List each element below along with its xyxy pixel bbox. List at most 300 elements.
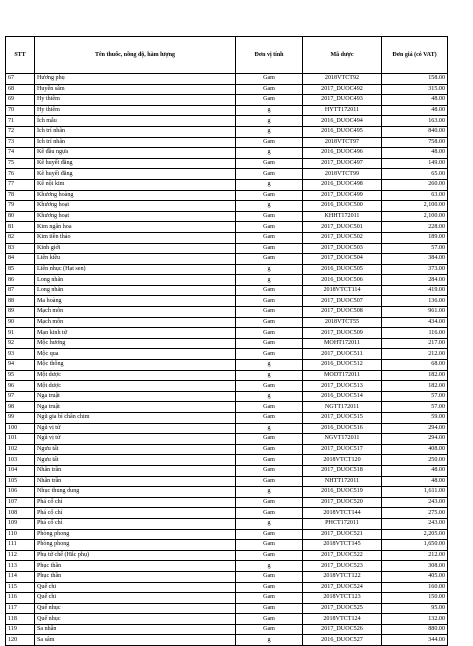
cell-stt: 92 xyxy=(6,338,35,349)
cell-drug-code: 2017_DUOC502 xyxy=(303,232,382,243)
cell-stt: 106 xyxy=(6,487,35,498)
cell-unit: Gam xyxy=(236,190,303,201)
cell-unit: g xyxy=(236,561,303,572)
cell-medicine-name: Mộc qua xyxy=(35,349,236,360)
table-row xyxy=(6,423,448,434)
cell-unit: Gam xyxy=(236,349,303,360)
cell-medicine-name: Sa sâm xyxy=(35,635,236,646)
cell-drug-code: 2017_DUOC503 xyxy=(303,243,382,254)
cell-unit-price: 243.00 xyxy=(382,497,448,508)
table-row xyxy=(6,360,448,371)
cell-unit: g xyxy=(236,264,303,275)
cell-stt: 77 xyxy=(6,179,35,190)
cell-drug-code: 2018VTCT114 xyxy=(303,285,382,296)
cell-stt: 74 xyxy=(6,148,35,159)
cell-unit-price: 275.00 xyxy=(382,508,448,519)
cell-medicine-name: Nhân trần xyxy=(35,465,236,476)
cell-medicine-name: Quế chi xyxy=(35,582,236,593)
cell-unit-price: 68.00 xyxy=(382,360,448,371)
cell-stt: 67 xyxy=(6,74,35,85)
cell-unit-price: 59.00 xyxy=(382,413,448,424)
cell-drug-code: 2017_DUOC492 xyxy=(303,84,382,95)
cell-unit: g xyxy=(236,179,303,190)
table-row xyxy=(6,254,448,265)
cell-drug-code: 2018VTCT144 xyxy=(303,508,382,519)
cell-stt: 75 xyxy=(6,158,35,169)
cell-unit: Gam xyxy=(236,317,303,328)
cell-drug-code: 2017_DUOC517 xyxy=(303,444,382,455)
cell-unit-price: 212.00 xyxy=(382,550,448,561)
cell-drug-code: 2017_DUOC524 xyxy=(303,582,382,593)
cell-stt: 110 xyxy=(6,529,35,540)
table-row xyxy=(6,84,448,95)
table-row xyxy=(6,349,448,360)
cell-medicine-name: Hương phụ xyxy=(35,74,236,85)
cell-medicine-name: Mạch môn xyxy=(35,317,236,328)
table-row xyxy=(6,296,448,307)
cell-drug-code: 2017_DUOC501 xyxy=(303,222,382,233)
cell-stt: 107 xyxy=(6,497,35,508)
cell-medicine-name: Phòng phong xyxy=(35,540,236,551)
cell-unit: Gam xyxy=(236,497,303,508)
cell-medicine-name: Nga truật xyxy=(35,402,236,413)
cell-unit-price: 284.00 xyxy=(382,275,448,286)
table-row xyxy=(6,540,448,551)
cell-unit-price: 63.00 xyxy=(382,190,448,201)
table-row xyxy=(6,116,448,127)
cell-drug-code: 2016_DUOC506 xyxy=(303,275,382,286)
cell-medicine-name: Liên kiều xyxy=(35,254,236,265)
cell-unit: Gam xyxy=(236,243,303,254)
table-row xyxy=(6,444,448,455)
cell-unit-price: 260.00 xyxy=(382,179,448,190)
cell-drug-code: 2017_DUOC515 xyxy=(303,413,382,424)
cell-medicine-name: Hy thiêm xyxy=(35,95,236,106)
cell-medicine-name: Một dược xyxy=(35,370,236,381)
cell-unit-price: 384.00 xyxy=(382,254,448,265)
table-row xyxy=(6,518,448,529)
cell-unit: Gam xyxy=(236,328,303,339)
table-row xyxy=(6,434,448,445)
table-row xyxy=(6,317,448,328)
cell-stt: 81 xyxy=(6,222,35,233)
cell-stt: 119 xyxy=(6,624,35,635)
cell-drug-code: 2016_DUOC519 xyxy=(303,487,382,498)
cell-stt: 69 xyxy=(6,95,35,106)
table-row xyxy=(6,413,448,424)
cell-unit: g xyxy=(236,105,303,116)
cell-unit-price: 294.00 xyxy=(382,434,448,445)
cell-drug-code: 2017_DUOC511 xyxy=(303,349,382,360)
cell-unit: g xyxy=(236,370,303,381)
cell-drug-code: 2016_DUOC495 xyxy=(303,126,382,137)
cell-medicine-name: Kê huyết đằng xyxy=(35,169,236,180)
cell-unit-price: 57.00 xyxy=(382,243,448,254)
cell-medicine-name: Kinh giới xyxy=(35,243,236,254)
cell-unit: Gam xyxy=(236,307,303,318)
cell-unit-price: 163.00 xyxy=(382,116,448,127)
table-row xyxy=(6,455,448,466)
cell-stt: 95 xyxy=(6,370,35,381)
cell-medicine-name: Ngưu tất xyxy=(35,455,236,466)
cell-unit-price: 419.00 xyxy=(382,285,448,296)
cell-medicine-name: Hy thiêm xyxy=(35,105,236,116)
table-row xyxy=(6,190,448,201)
cell-medicine-name: Kê huyết đằng xyxy=(35,158,236,169)
cell-medicine-name: Sa nhân xyxy=(35,624,236,635)
cell-unit-price: 373.00 xyxy=(382,264,448,275)
table-row xyxy=(6,402,448,413)
cell-stt: 97 xyxy=(6,391,35,402)
cell-drug-code: 2017_DUOC522 xyxy=(303,550,382,561)
cell-medicine-name: Phá cố chỉ xyxy=(35,518,236,529)
cell-medicine-name: Long nhãn xyxy=(35,285,236,296)
cell-unit-price: 182.00 xyxy=(382,370,448,381)
cell-drug-code: 2018VTCT120 xyxy=(303,455,382,466)
cell-stt: 101 xyxy=(6,434,35,445)
cell-stt: 85 xyxy=(6,264,35,275)
table-row xyxy=(6,593,448,604)
cell-unit: Gam xyxy=(236,508,303,519)
cell-stt: 113 xyxy=(6,561,35,572)
cell-unit-price: 160.00 xyxy=(382,582,448,593)
cell-drug-code: 2017_DUOC507 xyxy=(303,296,382,307)
cell-unit-price: 294.00 xyxy=(382,423,448,434)
cell-unit: Gam xyxy=(236,444,303,455)
cell-unit: Gam xyxy=(236,232,303,243)
cell-medicine-name: Khương hoàng xyxy=(35,190,236,201)
cell-drug-code: MODT172011 xyxy=(303,370,382,381)
cell-drug-code: NGVT172011 xyxy=(303,434,382,445)
cell-unit: g xyxy=(236,148,303,159)
cell-unit-price: 405.00 xyxy=(382,571,448,582)
cell-unit: g xyxy=(236,635,303,646)
table-row xyxy=(6,465,448,476)
cell-drug-code: 2016_DUOC527 xyxy=(303,635,382,646)
cell-stt: 100 xyxy=(6,423,35,434)
cell-drug-code: HYTT172011 xyxy=(303,105,382,116)
cell-unit: Gam xyxy=(236,169,303,180)
cell-drug-code: 2017_DUOC513 xyxy=(303,381,382,392)
cell-stt: 78 xyxy=(6,190,35,201)
header-drug-code: Mã dược xyxy=(303,37,382,74)
table-body xyxy=(6,74,448,646)
table-header-row xyxy=(6,37,448,74)
cell-medicine-name: Ngưu tất xyxy=(35,444,236,455)
cell-unit: g xyxy=(236,201,303,212)
cell-unit-price: 136.00 xyxy=(382,296,448,307)
cell-unit-price: 840.00 xyxy=(382,126,448,137)
cell-drug-code: 2017_DUOC508 xyxy=(303,307,382,318)
cell-stt: 94 xyxy=(6,360,35,371)
table-row xyxy=(6,582,448,593)
cell-unit: Gam xyxy=(236,603,303,614)
cell-unit-price: 217.00 xyxy=(382,338,448,349)
cell-stt: 102 xyxy=(6,444,35,455)
cell-unit-price: 228.00 xyxy=(382,222,448,233)
cell-unit-price: 57.00 xyxy=(382,391,448,402)
cell-unit-price: 158.00 xyxy=(382,74,448,85)
cell-stt: 82 xyxy=(6,232,35,243)
cell-drug-code: 2016_DUOC514 xyxy=(303,391,382,402)
table-row xyxy=(6,95,448,106)
cell-stt: 104 xyxy=(6,465,35,476)
cell-medicine-name: Một dược xyxy=(35,381,236,392)
cell-drug-code: 2017_DUOC518 xyxy=(303,465,382,476)
cell-stt: 89 xyxy=(6,307,35,318)
table-row xyxy=(6,381,448,392)
table-row xyxy=(6,571,448,582)
table-row xyxy=(6,169,448,180)
cell-unit: Gam xyxy=(236,465,303,476)
cell-unit: g xyxy=(236,487,303,498)
cell-stt: 115 xyxy=(6,582,35,593)
cell-unit: Gam xyxy=(236,529,303,540)
cell-unit-price: 2,205.00 xyxy=(382,529,448,540)
cell-unit: Gam xyxy=(236,285,303,296)
table-row xyxy=(6,497,448,508)
cell-drug-code: 2016_DUOC516 xyxy=(303,423,382,434)
cell-unit-price: 132.00 xyxy=(382,614,448,625)
cell-stt: 120 xyxy=(6,635,35,646)
cell-medicine-name: Quế chi xyxy=(35,593,236,604)
cell-medicine-name: Khương hoạt xyxy=(35,211,236,222)
cell-unit: Gam xyxy=(236,593,303,604)
cell-stt: 76 xyxy=(6,169,35,180)
cell-medicine-name: Mạch môn xyxy=(35,307,236,318)
table-row xyxy=(6,137,448,148)
cell-unit-price: 408.00 xyxy=(382,444,448,455)
cell-stt: 79 xyxy=(6,201,35,212)
cell-unit: Gam xyxy=(236,158,303,169)
cell-unit: Gam xyxy=(236,540,303,551)
cell-unit-price: 95.00 xyxy=(382,603,448,614)
cell-unit: Gam xyxy=(236,74,303,85)
table-row xyxy=(6,391,448,402)
cell-unit-price: 344.00 xyxy=(382,635,448,646)
cell-drug-code: NHTT172011 xyxy=(303,476,382,487)
cell-unit: Gam xyxy=(236,222,303,233)
cell-stt: 84 xyxy=(6,254,35,265)
cell-unit: Gam xyxy=(236,402,303,413)
cell-stt: 98 xyxy=(6,402,35,413)
cell-stt: 118 xyxy=(6,614,35,625)
table-row xyxy=(6,487,448,498)
cell-unit-price: 182.00 xyxy=(382,381,448,392)
cell-unit-price: 116.00 xyxy=(382,328,448,339)
cell-stt: 116 xyxy=(6,593,35,604)
table-row xyxy=(6,307,448,318)
cell-unit-price: 48.00 xyxy=(382,95,448,106)
cell-unit-price: 1,650.00 xyxy=(382,540,448,551)
cell-stt: 114 xyxy=(6,571,35,582)
cell-medicine-name: Phá cố chỉ xyxy=(35,497,236,508)
table-row xyxy=(6,508,448,519)
cell-stt: 87 xyxy=(6,285,35,296)
cell-medicine-name: Phục thần xyxy=(35,571,236,582)
cell-drug-code: PHCT172011 xyxy=(303,518,382,529)
table-row xyxy=(6,476,448,487)
cell-drug-code: 2017_DUOC499 xyxy=(303,190,382,201)
cell-medicine-name: Ngũ vị tử xyxy=(35,434,236,445)
cell-medicine-name: Ích trí nhân xyxy=(35,126,236,137)
cell-unit: Gam xyxy=(236,338,303,349)
table-row xyxy=(6,550,448,561)
cell-drug-code: MOHT172011 xyxy=(303,338,382,349)
cell-drug-code: 2016_DUOC494 xyxy=(303,116,382,127)
table-row xyxy=(6,243,448,254)
cell-unit: g xyxy=(236,275,303,286)
cell-unit-price: 308.00 xyxy=(382,561,448,572)
cell-unit: Gam xyxy=(236,413,303,424)
cell-stt: 80 xyxy=(6,211,35,222)
table-row xyxy=(6,370,448,381)
cell-stt: 109 xyxy=(6,518,35,529)
table-row xyxy=(6,328,448,339)
cell-stt: 99 xyxy=(6,413,35,424)
cell-drug-code: 2017_DUOC520 xyxy=(303,497,382,508)
cell-unit: Gam xyxy=(236,254,303,265)
cell-unit: Gam xyxy=(236,455,303,466)
cell-drug-code: 2017_DUOC493 xyxy=(303,95,382,106)
cell-stt: 103 xyxy=(6,455,35,466)
table-row xyxy=(6,285,448,296)
cell-unit: g xyxy=(236,518,303,529)
cell-drug-code: 2018VTCT124 xyxy=(303,614,382,625)
cell-unit: Gam xyxy=(236,476,303,487)
cell-unit-price: 48.00 xyxy=(382,148,448,159)
cell-unit-price: 65.00 xyxy=(382,169,448,180)
cell-unit-price: 1,611.00 xyxy=(382,487,448,498)
cell-drug-code: 2016_DUOC505 xyxy=(303,264,382,275)
table-row xyxy=(6,148,448,159)
cell-unit-price: 149.00 xyxy=(382,158,448,169)
table-row xyxy=(6,126,448,137)
cell-unit-price: 2,100.00 xyxy=(382,211,448,222)
cell-unit: Gam xyxy=(236,624,303,635)
cell-medicine-name: Phòng phong xyxy=(35,529,236,540)
table-row xyxy=(6,624,448,635)
cell-drug-code: 2016_DUOC496 xyxy=(303,148,382,159)
cell-medicine-name: Ngũ vị tử xyxy=(35,423,236,434)
cell-unit-price: 243.00 xyxy=(382,518,448,529)
table-row xyxy=(6,275,448,286)
cell-medicine-name: Quế nhục xyxy=(35,614,236,625)
table-row xyxy=(6,211,448,222)
cell-unit-price: 150.00 xyxy=(382,593,448,604)
cell-unit-price: 961.00 xyxy=(382,307,448,318)
table-row xyxy=(6,338,448,349)
cell-unit: Gam xyxy=(236,95,303,106)
cell-medicine-name: Ma hoàng xyxy=(35,296,236,307)
cell-drug-code: 2016_DUOC512 xyxy=(303,360,382,371)
cell-medicine-name: Kim ngân hoa xyxy=(35,222,236,233)
cell-unit: Gam xyxy=(236,296,303,307)
cell-stt: 90 xyxy=(6,317,35,328)
cell-medicine-name: Phụ tử chế (Hắc phụ) xyxy=(35,550,236,561)
cell-medicine-name: Quế nhục xyxy=(35,603,236,614)
cell-unit: g xyxy=(236,423,303,434)
cell-unit-price: 48.00 xyxy=(382,105,448,116)
cell-medicine-name: Nga truật xyxy=(35,391,236,402)
cell-drug-code: 2018VTCT55 xyxy=(303,317,382,328)
cell-medicine-name: Long nhãn xyxy=(35,275,236,286)
table-row xyxy=(6,561,448,572)
header-stt: STT xyxy=(6,37,35,74)
cell-unit: Gam xyxy=(236,434,303,445)
cell-stt: 88 xyxy=(6,296,35,307)
cell-unit-price: 315.00 xyxy=(382,84,448,95)
table-row xyxy=(6,105,448,116)
cell-unit: g xyxy=(236,360,303,371)
cell-stt: 86 xyxy=(6,275,35,286)
cell-drug-code: 2016_DUOC498 xyxy=(303,179,382,190)
cell-medicine-name: Ngũ gia bì chân chim xyxy=(35,413,236,424)
table-row xyxy=(6,222,448,233)
table-row xyxy=(6,529,448,540)
cell-drug-code: 2017_DUOC525 xyxy=(303,603,382,614)
cell-unit-price: 212.00 xyxy=(382,349,448,360)
cell-unit: Gam xyxy=(236,381,303,392)
cell-unit: g xyxy=(236,116,303,127)
cell-drug-code: 2018VTCT122 xyxy=(303,571,382,582)
cell-unit: g xyxy=(236,126,303,137)
medicine-price-table xyxy=(5,36,448,646)
cell-drug-code: 2016_DUOC500 xyxy=(303,201,382,212)
cell-stt: 111 xyxy=(6,540,35,551)
table-row xyxy=(6,232,448,243)
cell-stt: 83 xyxy=(6,243,35,254)
table-row xyxy=(6,179,448,190)
table-row xyxy=(6,201,448,212)
cell-unit: Gam xyxy=(236,571,303,582)
cell-unit-price: 189.00 xyxy=(382,232,448,243)
cell-drug-code: 2017_DUOC504 xyxy=(303,254,382,265)
table-row xyxy=(6,603,448,614)
cell-unit-price: 48.00 xyxy=(382,476,448,487)
cell-stt: 117 xyxy=(6,603,35,614)
cell-medicine-name: Mạn kinh tử xyxy=(35,328,236,339)
cell-drug-code: NGTT172011 xyxy=(303,402,382,413)
cell-unit: Gam xyxy=(236,550,303,561)
cell-medicine-name: Ích trí nhân xyxy=(35,137,236,148)
cell-medicine-name: Ích mẫu xyxy=(35,116,236,127)
cell-unit-price: 250.00 xyxy=(382,455,448,466)
cell-unit-price: 758.00 xyxy=(382,137,448,148)
cell-unit: Gam xyxy=(236,211,303,222)
cell-unit: Gam xyxy=(236,84,303,95)
cell-stt: 70 xyxy=(6,105,35,116)
cell-unit-price: 57.00 xyxy=(382,402,448,413)
cell-drug-code: 2017_DUOC523 xyxy=(303,561,382,572)
cell-unit-price: 48.00 xyxy=(382,465,448,476)
cell-medicine-name: Huyền sâm xyxy=(35,84,236,95)
cell-stt: 73 xyxy=(6,137,35,148)
cell-unit: g xyxy=(236,391,303,402)
cell-stt: 71 xyxy=(6,116,35,127)
cell-medicine-name: Phục thần xyxy=(35,561,236,572)
cell-stt: 105 xyxy=(6,476,35,487)
cell-unit: Gam xyxy=(236,137,303,148)
header-medicine-name: Tên thuốc, nồng độ, hàm lượng xyxy=(35,37,236,74)
table-row xyxy=(6,635,448,646)
cell-drug-code: 2018VTCT145 xyxy=(303,540,382,551)
cell-medicine-name: Nhân trần xyxy=(35,476,236,487)
cell-stt: 93 xyxy=(6,349,35,360)
table-row xyxy=(6,74,448,85)
cell-stt: 112 xyxy=(6,550,35,561)
cell-drug-code: 2018VTCT92 xyxy=(303,74,382,85)
